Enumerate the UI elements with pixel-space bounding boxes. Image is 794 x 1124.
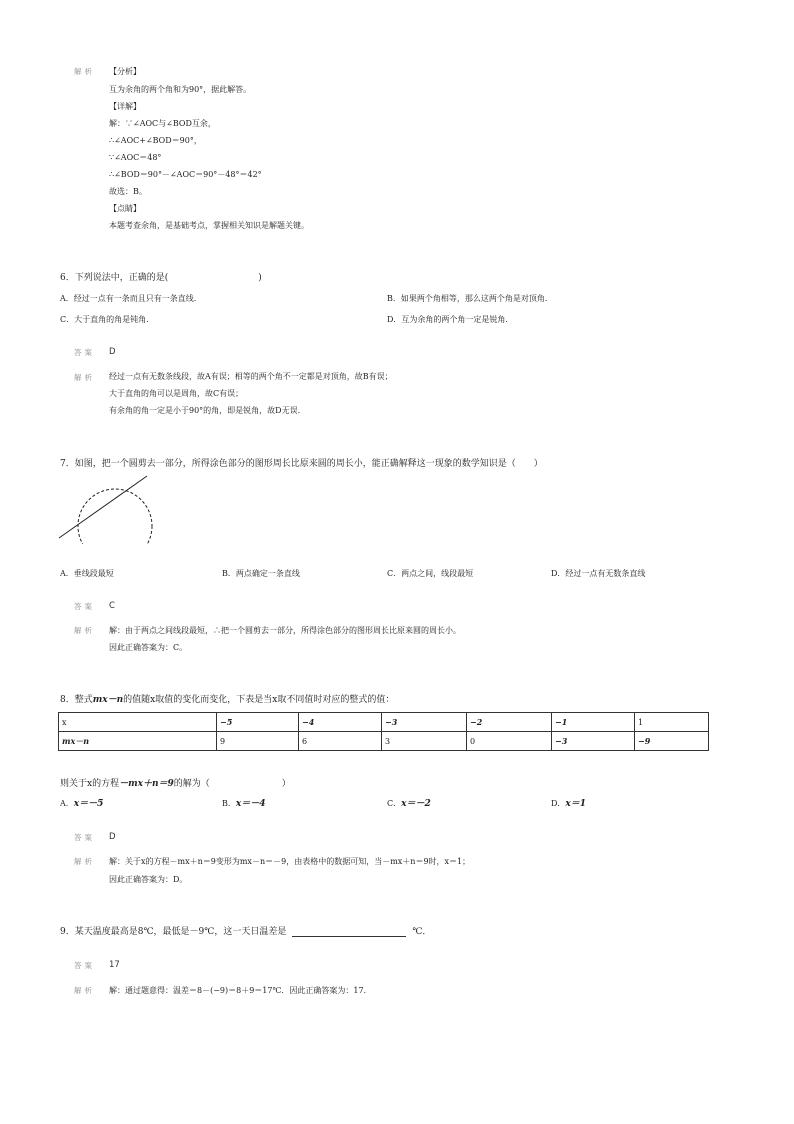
table-cell: 1 bbox=[635, 713, 709, 732]
q8-option-c bbox=[387, 800, 431, 809]
table-row bbox=[59, 713, 709, 732]
table-cell: mx－n bbox=[59, 732, 217, 751]
q7-option-a: A．垂线段最短 bbox=[60, 569, 114, 578]
table-cell: −9 bbox=[635, 732, 709, 751]
q9-analysis-label: 解析 bbox=[74, 986, 95, 995]
q6-analysis-line-2: 大于直角的角可以是周角，故C有误； bbox=[109, 389, 244, 398]
value-table bbox=[58, 712, 709, 751]
q9-stem bbox=[60, 928, 431, 937]
q8-question-post: 的解为（ ） bbox=[173, 779, 291, 789]
q6-option-a: A．经过一点有一条而且只有一条直线. bbox=[60, 294, 197, 303]
option-letter: D． bbox=[551, 799, 566, 808]
q7-answer: C bbox=[109, 601, 115, 611]
q7-answer-label: 答案 bbox=[74, 602, 95, 611]
q5-choose: 故选：B。 bbox=[109, 187, 147, 196]
q8-option-a bbox=[60, 800, 103, 809]
q5-step-1: 解：∵∠AOC与∠BOD互余， bbox=[109, 119, 216, 128]
q6-stem: 6．下列说法中，正确的是( ) bbox=[60, 273, 262, 283]
q6-analysis-label: 解析 bbox=[74, 373, 95, 382]
q7-option-b: B．两点确定一条直线 bbox=[222, 569, 300, 578]
answer-blank[interactable] bbox=[292, 928, 406, 937]
table-cell: −3 bbox=[382, 713, 467, 732]
q8-option-b bbox=[222, 800, 266, 809]
table-cell: 6 bbox=[299, 732, 382, 751]
option-expr: x＝1 bbox=[565, 799, 587, 809]
cut-circle-figure bbox=[55, 472, 160, 544]
q8-analysis-line-1: 解：关于x的方程－mx＋n＝9变形为mx－n＝－9，由表格中的数据可知，当－mx＋n＝9时，x＝1； bbox=[109, 857, 471, 866]
q5-fenxi-heading: 【分析】 bbox=[109, 67, 141, 76]
q8-analysis-label: 解析 bbox=[74, 857, 95, 866]
q7-analysis-line-2: 因此正确答案为：C。 bbox=[109, 643, 188, 652]
q8-answer: D bbox=[109, 832, 116, 842]
table-cell: 0 bbox=[467, 732, 552, 751]
q8-stem bbox=[60, 696, 394, 705]
q8-analysis-line-2: 因此正确答案为：D。 bbox=[109, 875, 188, 884]
q8-stem-expr: mx－n bbox=[92, 695, 124, 705]
table-cell: −3 bbox=[552, 732, 635, 751]
option-expr: x＝－4 bbox=[235, 799, 266, 809]
table-cell: −4 bbox=[299, 713, 382, 732]
q5-step-2: ∴∠AOC+∠BOD＝90°， bbox=[109, 136, 202, 145]
q7-analysis-line-1: 解：由于两点之间线段最短，∴把一个圆剪去一部分，所得涂色部分的图形周长比原来圆的周长小。 bbox=[109, 626, 461, 635]
q8-question-expr: －mx＋n＝9 bbox=[119, 779, 174, 789]
q9-answer: 17 bbox=[109, 960, 120, 970]
option-expr: x＝－2 bbox=[401, 799, 431, 809]
table-cell: 3 bbox=[382, 732, 467, 751]
q9-answer-label: 答案 bbox=[74, 961, 95, 970]
q8-question-pre: 则关于x的方程 bbox=[60, 779, 120, 789]
q5-comment: 本题考查余角，是基础考点，掌握相关知识是解题关键。 bbox=[109, 221, 309, 230]
q9-stem-pre: 9．某天温度最高是8℃，最低是－9℃，这一天日温差是 bbox=[60, 927, 287, 937]
q7-analysis-label: 解析 bbox=[74, 626, 95, 635]
table-cell: −1 bbox=[552, 713, 635, 732]
q7-option-d: D．经过一点有无数条直线 bbox=[551, 569, 646, 578]
q7-stem: 7．如图，把一个圆剪去一部分，所得涂色部分的图形周长比原来圆的周长小，能正确解释这一现象的数学知识是（ ） bbox=[60, 459, 543, 469]
q5-analysis-label: 解析 bbox=[74, 67, 95, 76]
q5-xiangjie-heading: 【详解】 bbox=[109, 102, 141, 111]
q8-question bbox=[60, 780, 291, 789]
option-letter: B． bbox=[222, 799, 236, 808]
q6-option-d: D．互为余角的两个角一定是锐角. bbox=[387, 315, 508, 324]
q5-analysis-text: 互为余角的两个角和为90°，据此解答。 bbox=[109, 85, 252, 94]
q5-step-4: ∴∠BOD＝90°－∠AOC＝90°－48°＝42° bbox=[109, 170, 262, 179]
table-cell: 9 bbox=[217, 732, 299, 751]
q9-analysis-line: 解：通过题意得：温差＝8－(−9)＝8＋9＝17℃．因此正确答案为：17． bbox=[109, 986, 372, 995]
q8-stem-post: 的值随x取值的变化而变化，下表是当x取不同值时对应的整式的值： bbox=[123, 695, 395, 705]
option-expr: x＝－5 bbox=[73, 799, 104, 809]
table-cell: x bbox=[59, 713, 217, 732]
q5-dianjing-heading: 【点睛】 bbox=[109, 204, 141, 213]
option-letter: A． bbox=[60, 799, 74, 808]
q8-option-d bbox=[551, 800, 586, 809]
table-cell: −2 bbox=[467, 713, 552, 732]
q8-stem-pre: 8．整式 bbox=[60, 695, 93, 705]
option-letter: C． bbox=[387, 799, 402, 808]
q5-step-3: ∵∠AOC＝48° bbox=[109, 153, 162, 162]
q6-analysis-line-1: 经过一点有无数条线段，故A有误；相等的两个角不一定都是对顶角，故B有误； bbox=[109, 372, 393, 381]
q6-answer-label: 答案 bbox=[74, 348, 95, 357]
q7-option-c: C．两点之间，线段最短 bbox=[387, 569, 474, 578]
q8-answer-label: 答案 bbox=[74, 833, 95, 842]
q6-answer: D bbox=[109, 347, 116, 357]
q9-stem-post: ℃． bbox=[412, 927, 432, 937]
q6-analysis-line-3: 有余角的角一定是小于90°的角，即是锐角，故D无误. bbox=[109, 406, 301, 415]
q6-option-c: C．大于直角的角是钝角. bbox=[60, 315, 149, 324]
table-cell: −5 bbox=[217, 713, 299, 732]
table-row bbox=[59, 732, 709, 751]
q6-option-b: B．如果两个角相等，那么这两个角是对顶角. bbox=[387, 294, 548, 303]
